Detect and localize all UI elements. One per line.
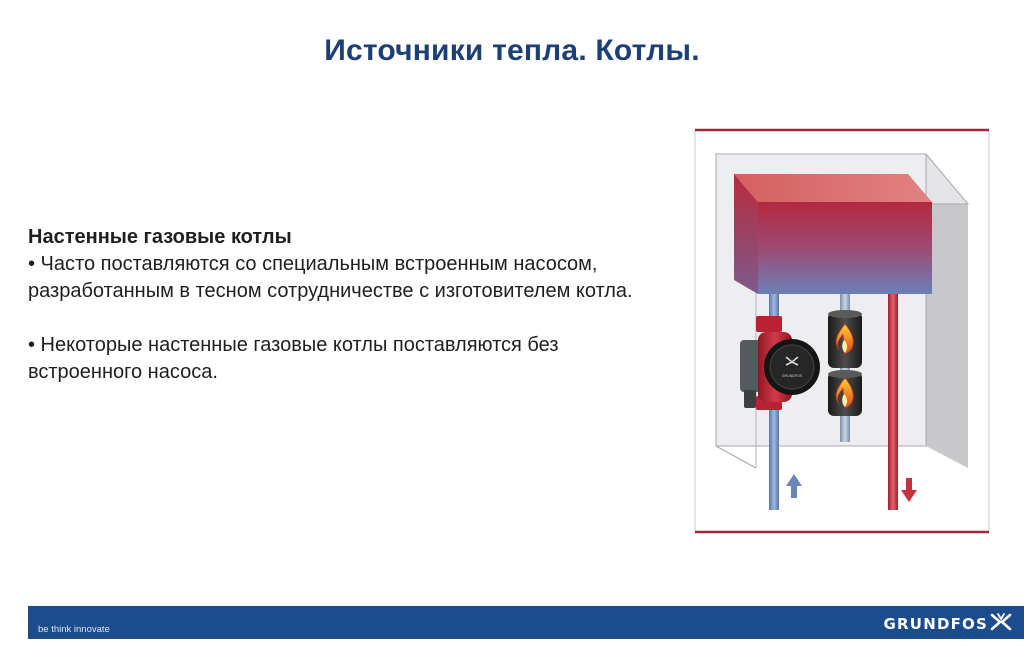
footer-bar [28,606,1024,639]
bullet-item-1: • Часто поставляются со специальным встроенным насосом, разработанным в тесном сотрудничестве с изготовителем котла. [28,253,633,302]
slide-title: Источники тепла. Котлы. [324,34,700,67]
boiler-diagram [694,128,990,534]
boiler-illustration [694,128,990,534]
spacer [28,305,668,332]
heat-box-top [734,174,932,202]
bullet-item-2: • Некоторые настенные газовые котлы поставляются без встроенного насоса. [28,334,559,383]
hot-pipe [888,294,898,510]
section-heading: Настенные газовые котлы [28,226,292,248]
brand-logo-text: GRUNDFOS [883,615,988,633]
grundfos-logo-icon [990,612,1012,632]
pump-brand-label: GRUNDFOS [781,374,803,378]
heat-box-front [758,202,932,294]
slide-body [28,224,668,386]
footer-tagline: be think innovate [38,624,110,635]
